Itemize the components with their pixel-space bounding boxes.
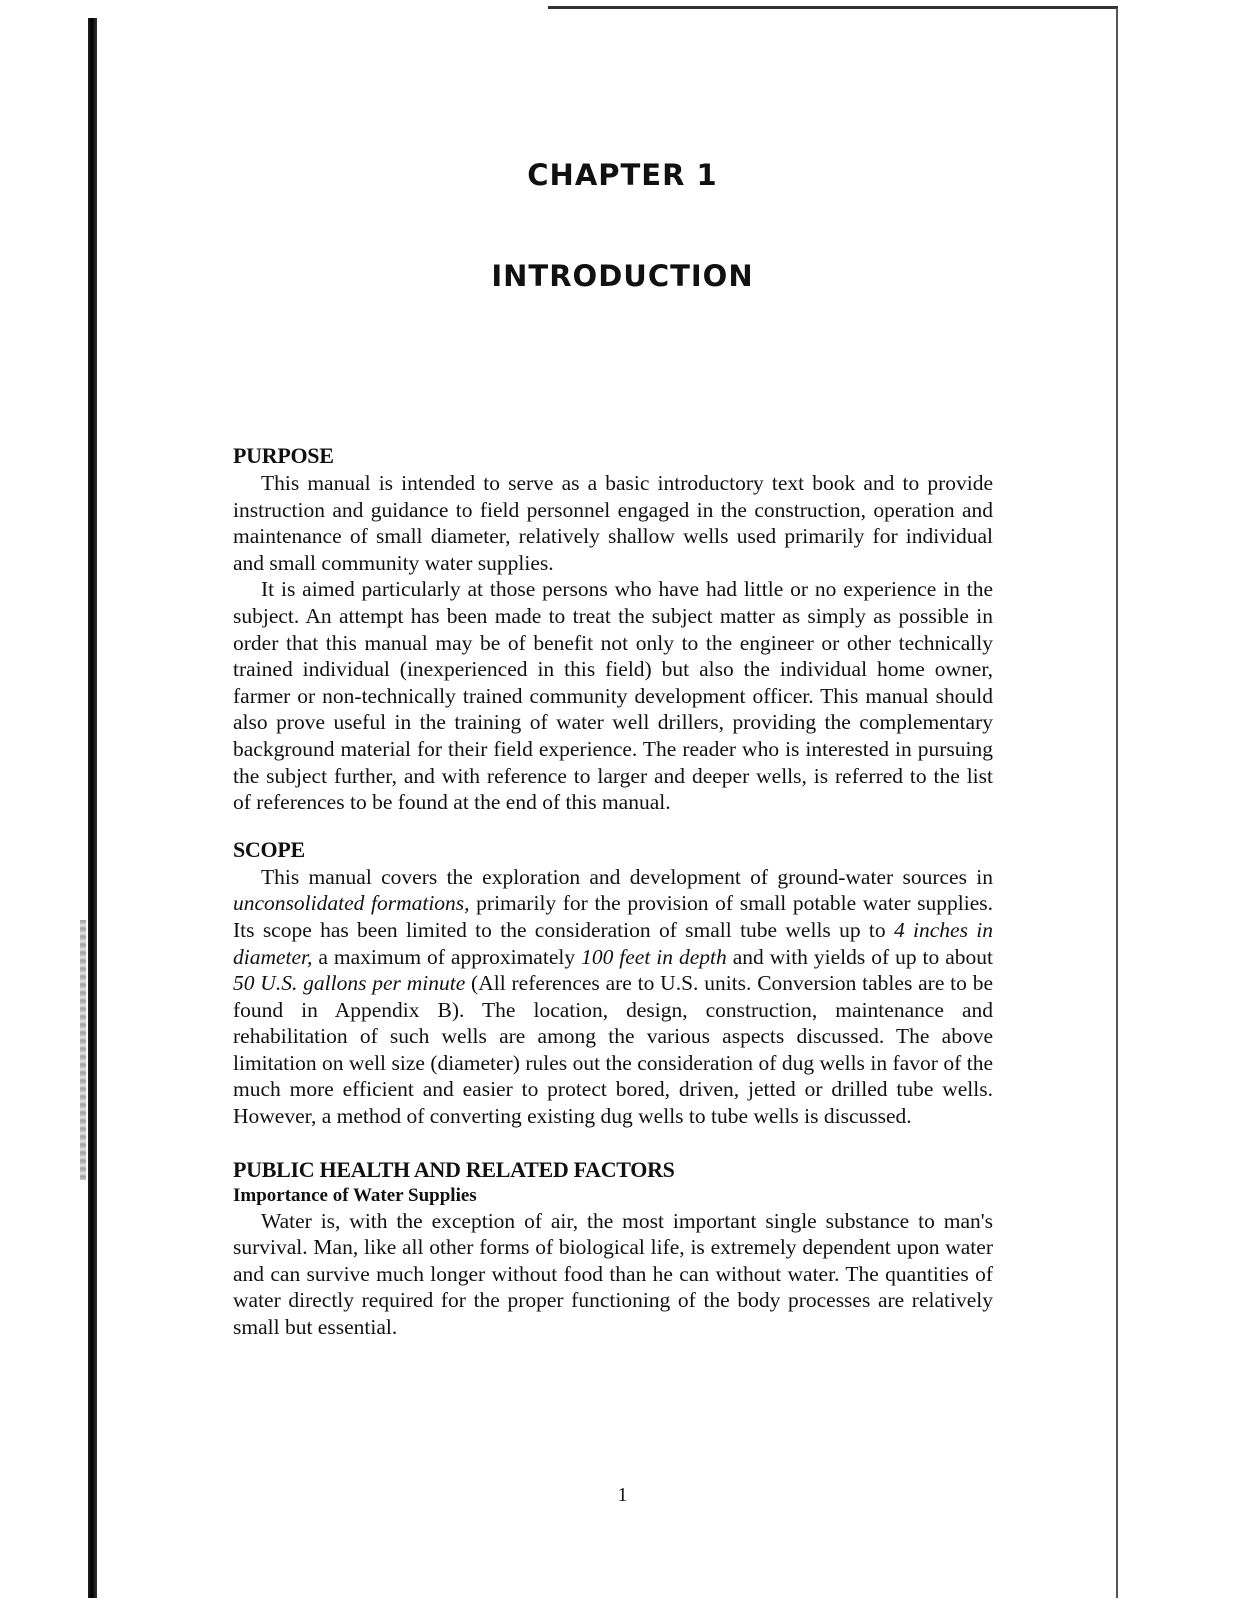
page-body bbox=[233, 442, 993, 1341]
chapter-title: INTRODUCTION bbox=[491, 259, 754, 293]
purpose-paragraph-1: This manual is intended to serve as a basic introductory text book and to provide instruction and guidance to field personnel engaged in the construction, operation and maintenance of small diameter, relatively shallow wells used primarily for individual and small community water supplies. bbox=[233, 471, 993, 575]
scope-emphasis-formations: unconsolidated formations, bbox=[233, 891, 470, 916]
scope-emphasis-yield: 50 U.S. gallons per minute bbox=[233, 971, 466, 996]
scope-text-3: a maximum of approximately bbox=[312, 944, 582, 969]
subheading-water-supplies: Importance of Water Supplies bbox=[233, 1184, 477, 1206]
scan-binding-edge bbox=[88, 18, 97, 1598]
scope-text-5: (All references are to U.S. units. Conversion tables are to be found in Appendix B). The location, design, construction, maintenance and rehabilitation of such wells are among the various aspects discussed. The above limitation on well size (diameter) rules out the consideration of dug wells in favor of the much more efficient and easier to protect bored, driven, jetted or drilled tube wells. However, a method of converting existing dug wells to tube wells is discussed. bbox=[233, 971, 993, 1129]
scope-emphasis-diameter: 4 inches in diameter, bbox=[233, 917, 993, 969]
chapter-label: CHAPTER 1 bbox=[527, 158, 718, 192]
public-health-paragraph: Water is, with the exception of air, the most important single substance to man's survival. Man, like all other forms of biological life, is extremely dependent upon water and can survive much longer without food than he can without water. The quantities of water directly required for the proper functioning of the body processes are relatively small but essential. bbox=[233, 1208, 993, 1340]
page-number: 1 bbox=[617, 1484, 628, 1506]
scan-top-edge bbox=[548, 6, 1118, 9]
section-heading-purpose: PURPOSE bbox=[233, 443, 334, 468]
section-heading-public-health: PUBLIC HEALTH AND RELATED FACTORS bbox=[233, 1156, 675, 1182]
section-heading-scope: SCOPE bbox=[233, 836, 305, 862]
scope-paragraph bbox=[233, 864, 993, 1130]
scope-text-1: This manual covers the exploration and development of ground-water sources in bbox=[261, 864, 993, 889]
scan-margin-artifact bbox=[80, 920, 86, 1180]
purpose-paragraph-2: It is aimed particularly at those persons who have had little or no experience in the subject. An attempt has been made to treat the subject matter as simply as possible in order that this manual may be of benefit not only to the engineer or other technically trained individual (inexperienced in this field) but also the individual home owner, farmer or non-technically trained community development officer. This manual should also prove useful in the training of water well drillers, providing the complementary background material for their field experience. The reader who is interested in pursuing the subject further, and with reference to larger and deeper wells, is referred to the list of references to be found at the end of this manual. bbox=[233, 577, 993, 815]
scan-page-edge bbox=[1116, 8, 1118, 1598]
scope-text-2: primarily for the provision of small potable water supplies. Its scope has been limited to the consideration of small tube wells up to bbox=[233, 891, 993, 942]
scope-text-4: and with yields of up to about bbox=[726, 944, 993, 969]
scope-emphasis-depth: 100 feet in depth bbox=[581, 944, 727, 969]
